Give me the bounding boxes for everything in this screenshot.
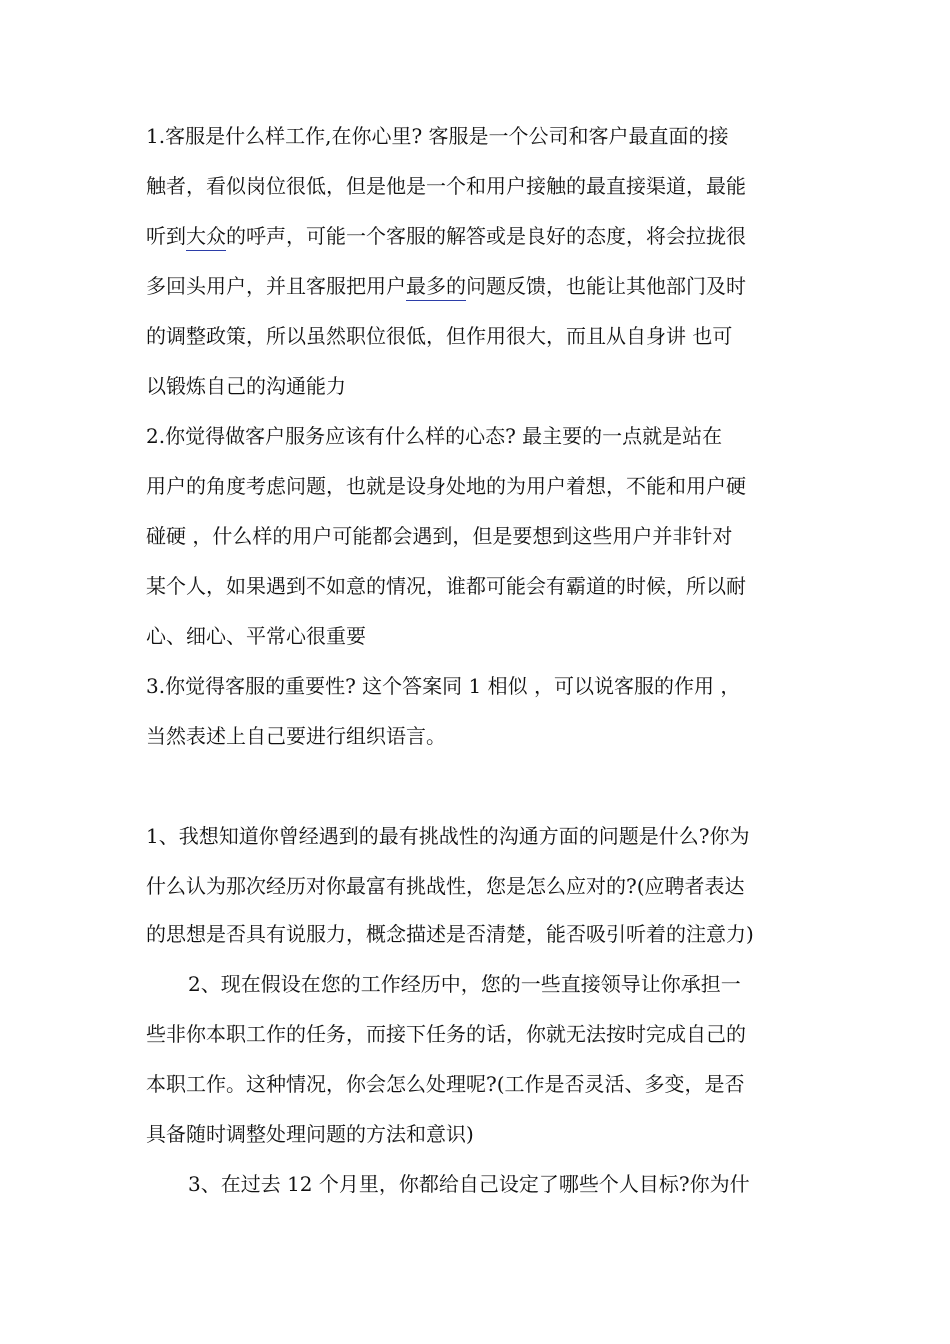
text-line: 具备随时调整处理问题的方法和意识)	[146, 1122, 474, 1146]
text-line: 用户的角度考虑问题，也就是设身处地的为用户着想，不能和用户硬	[146, 474, 746, 498]
text-line: 2.你觉得做客户服务应该有什么样的心态? 最主要的一点就是站在	[146, 424, 723, 448]
text-line: 3.你觉得客服的重要性? 这个答案同 1 相似 ，可以说客服的作用 ，	[146, 674, 741, 698]
text-line	[146, 222, 826, 250]
text-line: 的调整政策，所以虽然职位很低，但作用很大，而且从自身讲 也可	[146, 324, 733, 348]
text-line: 触者，看似岗位很低，但是他是一个和用户接触的最直接渠道，最能	[146, 174, 746, 198]
text-line: 的思想是否具有说服力，概念描述是否清楚，能否吸引听着的注意力)	[146, 922, 754, 946]
text-segment: 问题反馈，也能让其他部门及时	[466, 274, 746, 298]
text-line: 什么认为那次经历对你最富有挑战性，您是怎么应对的?(应聘者表达	[146, 874, 745, 898]
text-line: 碰硬 ，什么样的用户可能都会遇到，但是要想到这些用户并非针对	[146, 524, 733, 548]
text-segment: 听到	[146, 224, 186, 248]
text-line: 某个人，如果遇到不如意的情况，谁都可能会有霸道的时候，所以耐	[146, 574, 746, 598]
text-line: 2、现在假设在您的工作经历中，您的一些直接领导让你承担一	[188, 972, 741, 996]
text-line: 当然表述上自己要进行组织语言。	[146, 724, 446, 748]
text-line: 1.客服是什么样工作,在你心里? 客服是一个公司和客户最直面的接	[146, 124, 729, 148]
text-segment: 多回头用户，并且客服把用户	[146, 274, 406, 298]
text-line: 1、我想知道你曾经遇到的最有挑战性的沟通方面的问题是什么?你为	[146, 824, 750, 848]
text-line	[146, 272, 826, 300]
underlined-text: 大众	[186, 224, 226, 251]
text-line: 以锻炼自己的沟通能力	[146, 374, 346, 398]
text-line: 3、在过去 12 个月里，你都给自己设定了哪些个人目标?你为什	[188, 1172, 750, 1196]
text-segment: 的呼声，可能一个客服的解答或是良好的态度，将会拉拢很	[226, 224, 746, 248]
text-line: 本职工作。这种情况，你会怎么处理呢?(工作是否灵活、多变，是否	[146, 1072, 745, 1096]
underlined-text: 最多的	[406, 274, 466, 301]
text-line: 些非你本职工作的任务，而接下任务的话，你就无法按时完成自己的	[146, 1022, 746, 1046]
text-line: 心、细心、平常心很重要	[146, 624, 366, 648]
